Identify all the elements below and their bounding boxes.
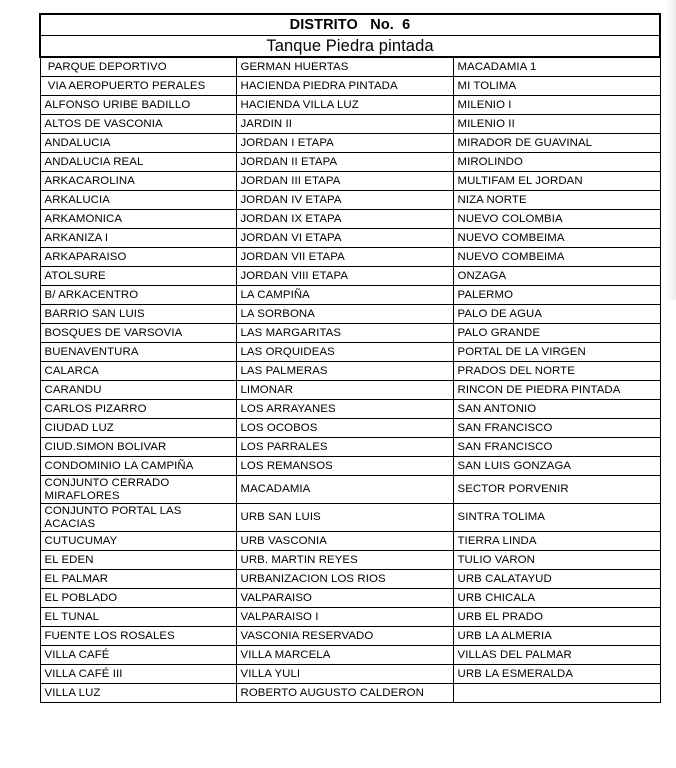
neighborhood-col-1-cell: ARKAMONICA (40, 210, 236, 229)
table-row (40, 210, 660, 229)
district-table (39, 13, 661, 703)
neighborhood-col-1-cell: CIUDAD LUZ (40, 419, 236, 438)
neighborhood-col-1-cell: ARKAPARAISO (40, 248, 236, 267)
neighborhood-col-2-cell: VILLA MARCELA (236, 646, 453, 665)
neighborhood-col-2-cell: LOS PARRALES (236, 438, 453, 457)
neighborhood-col-3-cell: NUEVO COMBEIMA (453, 248, 660, 267)
neighborhood-col-3-cell: MIROLINDO (453, 153, 660, 172)
neighborhood-col-1-cell: FUENTE LOS ROSALES (40, 627, 236, 646)
table-row (40, 248, 660, 267)
table-row (40, 191, 660, 210)
neighborhood-col-1-cell: VILLA LUZ (40, 684, 236, 703)
neighborhood-col-3-cell: NUEVO COMBEIMA (453, 229, 660, 248)
neighborhood-col-1-cell: BARRIO SAN LUIS (40, 305, 236, 324)
table-row (40, 343, 660, 362)
neighborhood-col-3-cell: PORTAL DE LA VIRGEN (453, 343, 660, 362)
table-row (40, 172, 660, 191)
neighborhood-col-3-cell: MACADAMIA 1 (453, 57, 660, 77)
neighborhood-col-1-cell: ARKANIZA I (40, 229, 236, 248)
neighborhood-col-3-cell: SAN ANTONIO (453, 400, 660, 419)
neighborhood-col-3-cell: TIERRA LINDA (453, 532, 660, 551)
table-row (40, 608, 660, 627)
neighborhood-col-2-cell: LOS ARRAYANES (236, 400, 453, 419)
neighborhood-col-1-cell: PARQUE DEPORTIVO (40, 57, 236, 77)
neighborhood-col-1-cell: EL EDEN (40, 551, 236, 570)
table-row (40, 229, 660, 248)
table-row (40, 532, 660, 551)
table-row (40, 646, 660, 665)
neighborhood-col-2-cell: ROBERTO AUGUSTO CALDERON (236, 684, 453, 703)
table-row (40, 381, 660, 400)
table-row (40, 504, 660, 532)
neighborhood-col-2-cell: MACADAMIA (236, 476, 453, 504)
neighborhood-col-2-cell: JORDAN I ETAPA (236, 134, 453, 153)
neighborhood-col-1-cell: EL TUNAL (40, 608, 236, 627)
table-row (40, 134, 660, 153)
neighborhood-col-2-cell: LIMONAR (236, 381, 453, 400)
neighborhood-col-1-cell: CONJUNTO CERRADO MIRAFLORES (40, 476, 236, 504)
neighborhood-col-1-cell: CONDOMINIO LA CAMPIÑA (40, 457, 236, 476)
table-row (40, 267, 660, 286)
neighborhood-col-2-cell: VILLA YULI (236, 665, 453, 684)
neighborhood-col-1-cell: BUENAVENTURA (40, 343, 236, 362)
neighborhood-col-1-cell: ARKACAROLINA (40, 172, 236, 191)
neighborhood-col-3-cell: ONZAGA (453, 267, 660, 286)
neighborhood-col-3-cell: NUEVO COLOMBIA (453, 210, 660, 229)
table-row (40, 684, 660, 703)
neighborhood-col-2-cell: URBANIZACION LOS RIOS (236, 570, 453, 589)
neighborhood-col-2-cell: JORDAN II ETAPA (236, 153, 453, 172)
neighborhood-col-2-cell: URB VASCONIA (236, 532, 453, 551)
neighborhood-col-2-cell: JORDAN IX ETAPA (236, 210, 453, 229)
neighborhood-col-1-cell: CARANDU (40, 381, 236, 400)
neighborhood-col-3-cell: PRADOS DEL NORTE (453, 362, 660, 381)
neighborhood-col-1-cell: ANDALUCIA REAL (40, 153, 236, 172)
neighborhood-col-3-cell: SAN LUIS GONZAGA (453, 457, 660, 476)
neighborhood-col-2-cell: JORDAN IV ETAPA (236, 191, 453, 210)
neighborhood-col-3-cell: MI TOLIMA (453, 77, 660, 96)
neighborhood-col-3-cell: URB LA ALMERIA (453, 627, 660, 646)
table-row (40, 305, 660, 324)
neighborhood-col-1-cell: EL POBLADO (40, 589, 236, 608)
neighborhood-col-3-cell: MILENIO I (453, 96, 660, 115)
table-row (40, 115, 660, 134)
neighborhood-col-1-cell: ALTOS DE VASCONIA (40, 115, 236, 134)
table-row (40, 570, 660, 589)
neighborhood-col-2-cell: GERMAN HUERTAS (236, 57, 453, 77)
table-row (40, 665, 660, 684)
neighborhood-col-3-cell: MIRADOR DE GUAVINAL (453, 134, 660, 153)
table-row (40, 286, 660, 305)
table-row (40, 589, 660, 608)
district-title: DISTRITO No. 6 (40, 14, 660, 36)
neighborhood-col-1-cell: B/ ARKACENTRO (40, 286, 236, 305)
neighborhood-col-1-cell: CIUD.SIMON BOLIVAR (40, 438, 236, 457)
neighborhood-col-1-cell: CUTUCUMAY (40, 532, 236, 551)
page-edge-shadow (666, 0, 676, 300)
table-row (40, 551, 660, 570)
table-row (40, 400, 660, 419)
neighborhood-col-2-cell: URB. MARTIN REYES (236, 551, 453, 570)
neighborhood-col-3-cell: URB LA ESMERALDA (453, 665, 660, 684)
neighborhood-col-3-cell: MULTIFAM EL JORDAN (453, 172, 660, 191)
neighborhood-col-1-cell: ATOLSURE (40, 267, 236, 286)
neighborhood-col-1-cell: VIA AEROPUERTO PERALES (40, 77, 236, 96)
neighborhood-col-3-cell: TULIO VARON (453, 551, 660, 570)
neighborhood-col-3-cell: SAN FRANCISCO (453, 419, 660, 438)
neighborhood-col-2-cell: URB SAN LUIS (236, 504, 453, 532)
neighborhood-col-3-cell: PALO GRANDE (453, 324, 660, 343)
neighborhood-col-2-cell: JORDAN VI ETAPA (236, 229, 453, 248)
neighborhood-col-1-cell: ARKALUCIA (40, 191, 236, 210)
table-row (40, 324, 660, 343)
neighborhood-col-1-cell: EL PALMAR (40, 570, 236, 589)
neighborhood-col-2-cell: JARDIN II (236, 115, 453, 134)
neighborhood-col-1-cell: VILLA CAFÉ III (40, 665, 236, 684)
neighborhood-col-1-cell: BOSQUES DE VARSOVIA (40, 324, 236, 343)
neighborhood-col-2-cell: LA SORBONA (236, 305, 453, 324)
district-header-row (40, 14, 660, 36)
neighborhood-col-2-cell: JORDAN VII ETAPA (236, 248, 453, 267)
neighborhood-col-1-cell: CALARCA (40, 362, 236, 381)
neighborhood-col-1-cell: VILLA CAFÉ (40, 646, 236, 665)
table-row (40, 627, 660, 646)
neighborhood-col-2-cell: VASCONIA RESERVADO (236, 627, 453, 646)
neighborhood-col-3-cell: URB CALATAYUD (453, 570, 660, 589)
neighborhood-col-2-cell: LOS REMANSOS (236, 457, 453, 476)
neighborhood-col-3-cell: SECTOR PORVENIR (453, 476, 660, 504)
neighborhood-col-3-cell: MILENIO II (453, 115, 660, 134)
neighborhood-col-1-cell: CARLOS PIZARRO (40, 400, 236, 419)
neighborhood-col-3-cell: SINTRA TOLIMA (453, 504, 660, 532)
table-row (40, 96, 660, 115)
table-row (40, 57, 660, 77)
table-row (40, 419, 660, 438)
neighborhood-col-1-cell: ANDALUCIA (40, 134, 236, 153)
tank-header-row (40, 36, 660, 58)
neighborhood-col-3-cell (453, 684, 660, 703)
neighborhood-col-2-cell: JORDAN III ETAPA (236, 172, 453, 191)
neighborhood-col-2-cell: JORDAN VIII ETAPA (236, 267, 453, 286)
table-row (40, 362, 660, 381)
neighborhood-col-2-cell: VALPARAISO (236, 589, 453, 608)
neighborhood-col-3-cell: URB EL PRADO (453, 608, 660, 627)
neighborhood-col-2-cell: LOS OCOBOS (236, 419, 453, 438)
table-row (40, 77, 660, 96)
neighborhood-col-2-cell: LAS PALMERAS (236, 362, 453, 381)
neighborhood-col-2-cell: VALPARAISO I (236, 608, 453, 627)
table-row (40, 438, 660, 457)
neighborhood-col-3-cell: NIZA NORTE (453, 191, 660, 210)
neighborhood-col-3-cell: RINCON DE PIEDRA PINTADA (453, 381, 660, 400)
neighborhood-col-2-cell: LA CAMPIÑA (236, 286, 453, 305)
neighborhood-col-2-cell: LAS MARGARITAS (236, 324, 453, 343)
neighborhood-col-3-cell: PALERMO (453, 286, 660, 305)
neighborhood-col-1-cell: CONJUNTO PORTAL LAS ACACIAS (40, 504, 236, 532)
table-row (40, 153, 660, 172)
table-row (40, 457, 660, 476)
neighborhood-col-3-cell: SAN FRANCISCO (453, 438, 660, 457)
neighborhood-col-2-cell: HACIENDA VILLA LUZ (236, 96, 453, 115)
tank-title: Tanque Piedra pintada (40, 36, 660, 58)
neighborhood-col-3-cell: PALO DE AGUA (453, 305, 660, 324)
table-row (40, 476, 660, 504)
neighborhood-col-2-cell: HACIENDA PIEDRA PINTADA (236, 77, 453, 96)
neighborhood-col-3-cell: URB CHICALA (453, 589, 660, 608)
neighborhood-col-1-cell: ALFONSO URIBE BADILLO (40, 96, 236, 115)
neighborhood-col-3-cell: VILLAS DEL PALMAR (453, 646, 660, 665)
neighborhood-col-2-cell: LAS ORQUIDEAS (236, 343, 453, 362)
